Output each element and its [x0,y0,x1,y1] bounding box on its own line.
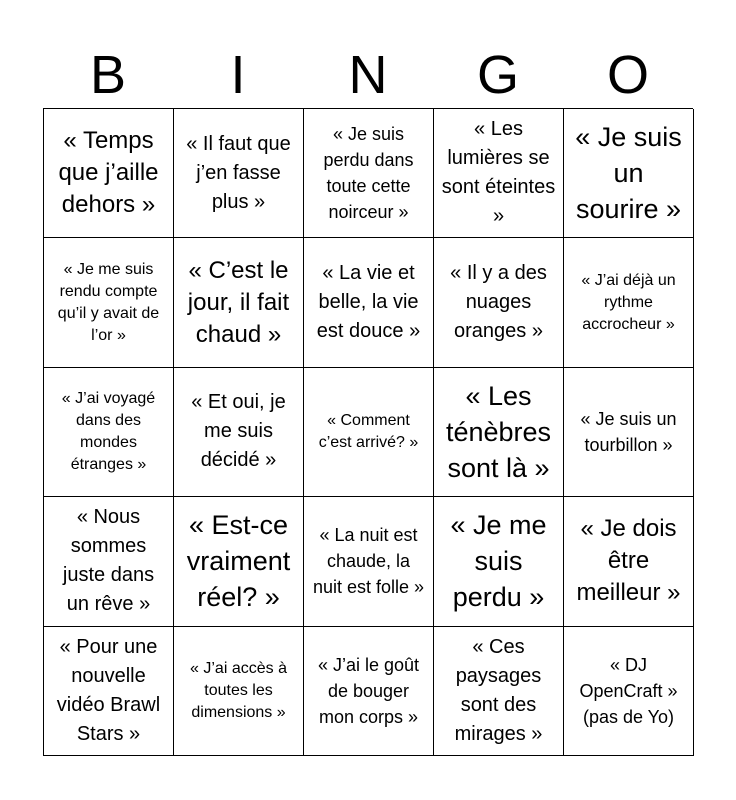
bingo-cell[interactable] [564,627,694,756]
bingo-cell[interactable] [304,238,434,367]
bingo-cell-text: « Les ténèbres sont là » [445,380,552,483]
bingo-cell[interactable] [44,109,174,238]
bingo-cell-text: « Je me suis perdu » [450,510,547,613]
bingo-cell-text: « J’ai accès à toutes les dimensions » [190,659,287,721]
bingo-cell[interactable] [44,368,174,497]
bingo-cell-text: « Est-ce vraiment réel? » [186,510,291,613]
bingo-cell[interactable] [304,368,434,497]
bingo-cell[interactable] [174,109,304,238]
bingo-cell[interactable] [304,497,434,626]
bingo-cell-text: « Il y a des nuages oranges » [450,262,547,343]
header-letter-n: N [348,45,388,105]
bingo-cell-text: « J’ai déjà un rythme accrocheur » [581,271,676,333]
bingo-cell[interactable] [434,238,564,367]
bingo-cell[interactable] [564,368,694,497]
bingo-cell[interactable] [564,238,694,367]
bingo-cell-text: « Il faut que j’en fasse plus » [186,132,291,213]
header-letter-g: G [476,45,519,105]
bingo-cell-text: « Nous sommes juste dans un rêve » [62,506,155,616]
bingo-cell[interactable] [434,627,564,756]
bingo-cell[interactable] [434,497,564,626]
bingo-cell[interactable] [564,109,694,238]
bingo-cell-text: « Pour une nouvelle vidéo Brawl Stars » [56,635,161,745]
bingo-cell[interactable] [564,497,694,626]
bingo-cell-text: « Je me suis rendu compte qu’il y avait de l’or » [57,260,160,344]
bingo-cell-text: « J’ai le goût de bouger mon corps » [317,654,420,727]
bingo-cell-text: « Je dois être meilleur » [576,515,681,607]
bingo-cell-text: « Les lumières se sont éteintes » [441,118,556,228]
header-letter-i: I [230,45,246,105]
bingo-cell[interactable] [304,109,434,238]
bingo-cell-text: « Je suis perdu dans toute cette noirceur » [323,124,414,223]
bingo-cell-text: « J’ai voyagé dans des mondes étranges » [61,389,156,473]
bingo-cell-text: « Je suis un sourire » [575,122,682,225]
bingo-cell[interactable] [304,627,434,756]
bingo-cell-text: « Ces paysages sont des mirages » [454,635,543,745]
bingo-cell-text: « La nuit est chaude, la nuit est folle » [312,525,425,598]
bingo-cell-text: « C’est le jour, il fait chaud » [187,256,290,348]
bingo-cell[interactable] [44,627,174,756]
bingo-cell[interactable] [174,368,304,497]
bingo-cell-text: « Je suis un tourbillon » [580,408,677,455]
bingo-cell[interactable] [174,627,304,756]
bingo-header [43,44,693,106]
bingo-cell-text: « Temps que j’aille dehors » [58,127,159,219]
header-letter-b: B [89,45,127,105]
bingo-cell[interactable] [174,238,304,367]
bingo-card-grid [43,108,693,756]
bingo-cell-text: « Et oui, je me suis décidé » [191,391,286,472]
bingo-cell-text: « DJ OpenCraft » (pas de Yo) [579,654,678,727]
bingo-cell[interactable] [434,368,564,497]
bingo-cell[interactable] [174,497,304,626]
header-letter-o: O [606,45,649,105]
bingo-cell[interactable] [44,497,174,626]
bingo-cell-text: « Comment c’est arrivé? » [318,411,419,451]
bingo-cell[interactable] [44,238,174,367]
bingo-cell-text: « La vie et belle, la vie est douce » [316,262,421,343]
bingo-cell[interactable] [434,109,564,238]
